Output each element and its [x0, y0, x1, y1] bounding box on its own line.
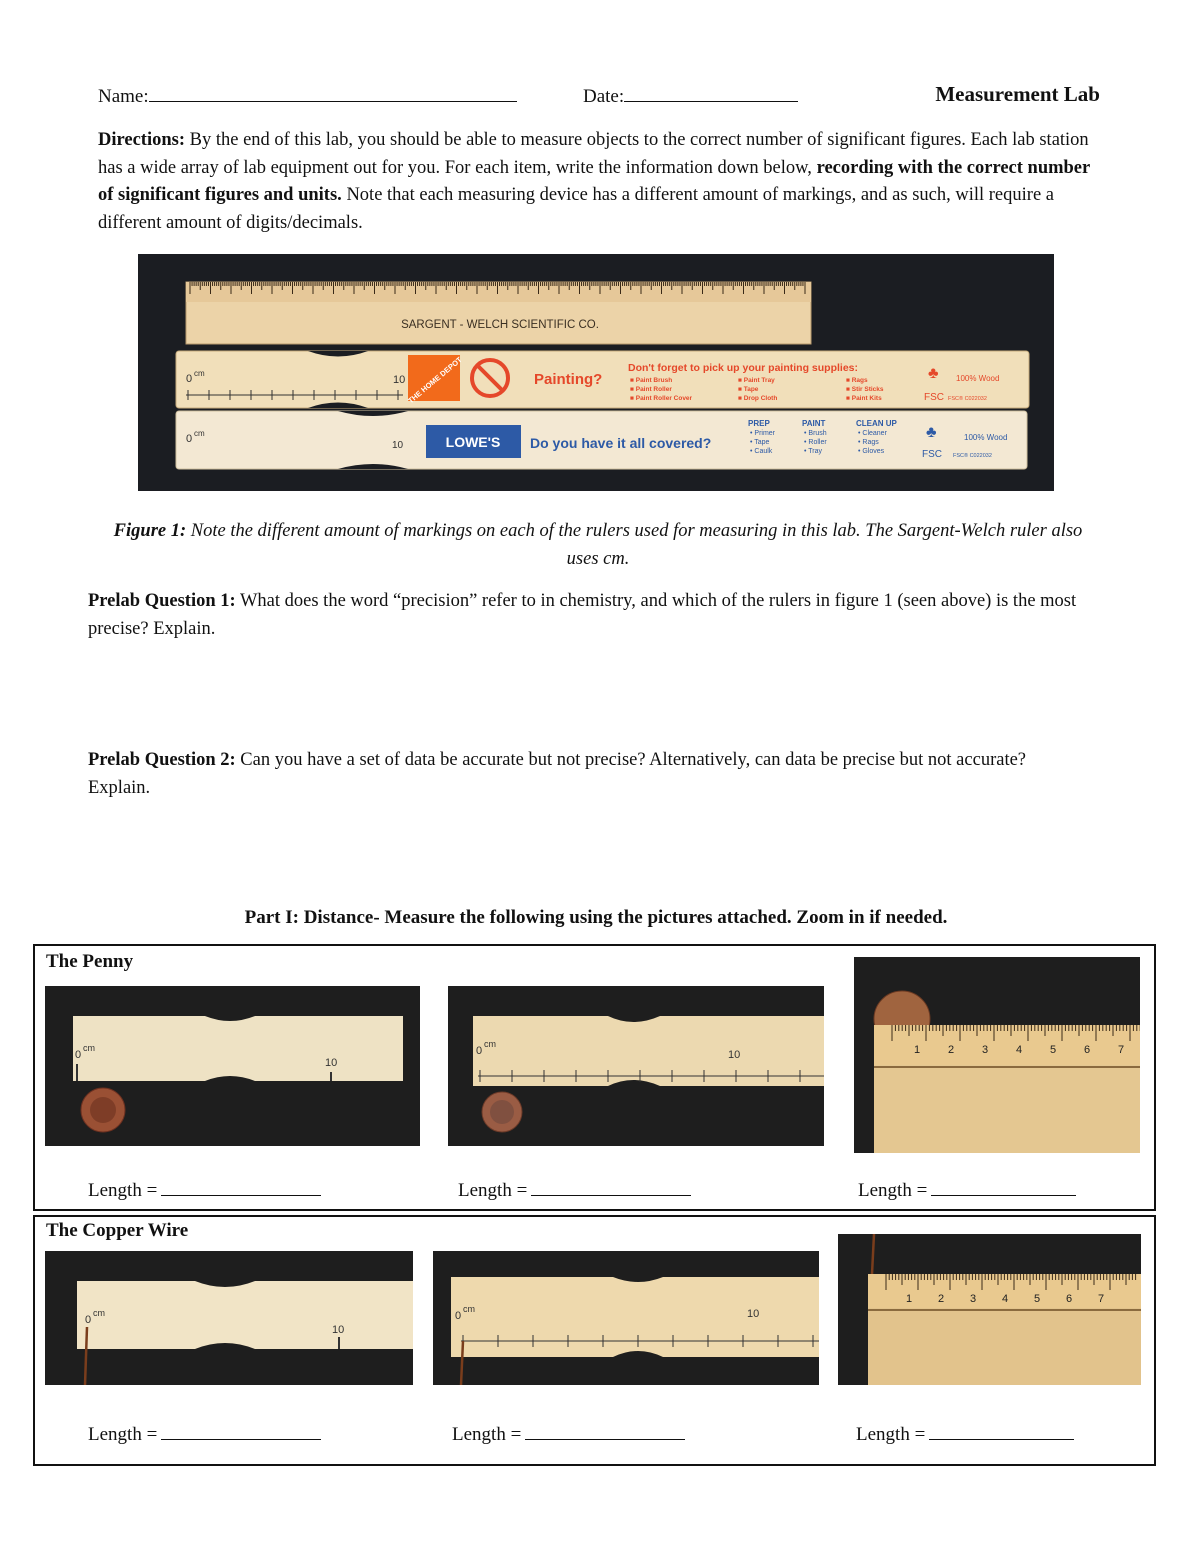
- penny-label: The Penny: [46, 951, 134, 972]
- directions-text-2: Note that each measuring device has a different amount of markings, and as such, will require a different amount of digits/decimals.: [98, 185, 1054, 233]
- hd-item: ■ Paint Tray: [738, 377, 775, 384]
- lowes-ten: 10: [392, 440, 404, 451]
- lowes-item: • Cleaner: [858, 430, 887, 437]
- home-depot-slogan: Painting?: [534, 371, 603, 388]
- home-depot-ruler: [176, 351, 1029, 408]
- p2-zero: 0: [476, 1045, 483, 1057]
- ruler-number: 5: [1034, 1293, 1041, 1305]
- hd-item: ■ Tape: [738, 386, 759, 393]
- prelab-2-answer-area[interactable]: [88, 806, 1098, 896]
- lowes-brand: LOWE'S: [445, 434, 501, 450]
- lowes-prep: PREP: [748, 419, 770, 428]
- penny-photo-2: [448, 986, 824, 1146]
- hd-item: ■ Drop Cloth: [738, 395, 778, 402]
- hd-ten: 10: [393, 374, 406, 386]
- wire-length-3-blank[interactable]: [929, 1422, 1074, 1440]
- ruler-number: 3: [970, 1293, 977, 1305]
- penny-photo-1: [45, 986, 420, 1146]
- wire-photo-3: [838, 1234, 1141, 1385]
- copper-wire-label: The Copper Wire: [46, 1220, 189, 1241]
- lowes-item: • Caulk: [750, 448, 773, 455]
- date-label: Date:: [583, 86, 625, 107]
- penny-length-2[interactable]: [458, 1178, 691, 1202]
- lowes-item: • Roller: [804, 439, 827, 446]
- hd-cm: cm: [194, 369, 205, 378]
- ruler-number: 2: [938, 1293, 945, 1305]
- w1-cm: cm: [93, 1308, 105, 1318]
- hd-item: ■ Stir Sticks: [846, 386, 884, 393]
- hd-item: ■ Paint Roller Cover: [630, 395, 693, 402]
- prelab-2-lead: Prelab Question 2:: [88, 750, 236, 770]
- wire-photo-1: [45, 1251, 413, 1385]
- directions-lead: Directions:: [98, 130, 185, 150]
- lowes-item: • Tape: [750, 439, 770, 446]
- hd-fsc: FSC: [924, 392, 944, 403]
- w2-cm: cm: [463, 1304, 475, 1314]
- lowes-cm: cm: [194, 429, 205, 438]
- lowes-fsc-code: FSC® C022032: [953, 453, 992, 459]
- part-1-heading: Part I: Distance- Measure the following using the pictures attached. Zoom in if needed.: [244, 907, 948, 928]
- penny-length-2-blank[interactable]: [531, 1178, 691, 1196]
- hd-zero: 0: [186, 373, 193, 385]
- lowes-item: • Primer: [750, 430, 776, 437]
- w1-ten: 10: [332, 1324, 345, 1336]
- lowes-slogan: Do you have it all covered?: [530, 435, 712, 451]
- prelab-2-text: Can you have a set of data be accurate but not precise? Alternatively, can data be precise but not accurate? Explain.: [88, 750, 1027, 798]
- prelab-1-text: What does the word “precision” refer to in chemistry, and which of the rulers in figure 1 (seen above) is the most precise? Explain.: [88, 591, 1077, 639]
- penny-length-3-label: Length =: [858, 1180, 928, 1201]
- penny-photo-3: [854, 957, 1140, 1153]
- name-blank[interactable]: [149, 84, 517, 102]
- hd-item: ■ Paint Kits: [846, 395, 882, 402]
- wire-length-2[interactable]: [452, 1422, 685, 1446]
- wire-length-3-label: Length =: [856, 1424, 926, 1445]
- lowes-item: • Rags: [858, 439, 879, 446]
- name-label: Name:: [98, 86, 149, 107]
- directions: [98, 127, 1108, 237]
- ruler-number: 3: [982, 1044, 989, 1056]
- w1-zero: 0: [85, 1314, 92, 1326]
- p1-cm: cm: [83, 1043, 95, 1053]
- ruler-number: 2: [948, 1044, 955, 1056]
- hd-wood: 100% Wood: [956, 374, 1000, 383]
- hd-item: ■ Rags: [846, 377, 868, 384]
- penny-length-1-blank[interactable]: [161, 1178, 321, 1196]
- directions-bold: recording with the correct number of significant figures and units.: [98, 157, 1090, 205]
- figure-1-photo: [138, 254, 1054, 491]
- hd-fsc-tree-icon: ♣: [928, 365, 939, 382]
- name-field[interactable]: [98, 84, 517, 108]
- wire-length-1-blank[interactable]: [161, 1422, 321, 1440]
- ruler-number: 5: [1050, 1044, 1057, 1056]
- directions-text-1: By the end of this lab, you should be able to measure objects to the correct number of significant figures. Each lab station has a wide array of lab equipment out for you. For each item, write the information down below,: [98, 130, 1089, 178]
- wire-length-2-blank[interactable]: [525, 1422, 685, 1440]
- sargent-welch-ruler: [186, 282, 811, 344]
- home-depot-headline: Don't forget to pick up your painting supplies:: [628, 362, 858, 374]
- rulers-illustration: [138, 254, 1054, 491]
- w2-zero: 0: [455, 1310, 462, 1322]
- caption-text: Note the different amount of markings on each of the rulers used for measuring in this lab. The Sargent-Welch ruler also uses cm.: [186, 521, 1083, 569]
- ruler-number: 6: [1084, 1044, 1091, 1056]
- p2-ten: 10: [728, 1049, 741, 1061]
- wire-length-1[interactable]: [88, 1422, 321, 1446]
- wire-length-1-label: Length =: [88, 1424, 158, 1445]
- penny-length-1-label: Length =: [88, 1180, 158, 1201]
- lowes-item: • Tray: [804, 448, 823, 455]
- date-field[interactable]: [583, 84, 798, 108]
- lowes-item: • Gloves: [858, 448, 885, 455]
- ruler-number: 1: [906, 1293, 913, 1305]
- figure-1-caption: [98, 517, 1098, 573]
- penny-length-1[interactable]: [88, 1178, 321, 1202]
- caption-lead: Figure 1:: [113, 521, 187, 541]
- hd-item: ■ Paint Brush: [630, 377, 673, 384]
- p1-zero: 0: [75, 1049, 82, 1061]
- lowes-ruler: [176, 411, 1027, 469]
- hd-item: ■ Paint Roller: [630, 386, 672, 393]
- penny-length-2-label: Length =: [458, 1180, 528, 1201]
- lowes-clean: CLEAN UP: [856, 419, 897, 428]
- wire-photo-2: [433, 1251, 819, 1385]
- home-depot-brand: THE HOME DEPOT: [406, 355, 464, 406]
- ruler-number: 7: [1118, 1044, 1125, 1056]
- lowes-fsc-tree-icon: ♣: [926, 424, 937, 441]
- ruler-number: 7: [1098, 1293, 1105, 1305]
- ruler-number: 4: [1002, 1293, 1009, 1305]
- lowes-fsc: FSC: [922, 449, 942, 460]
- lowes-paint: PAINT: [802, 419, 826, 428]
- prelab-question-2: [88, 747, 1088, 802]
- prelab-question-1: [88, 588, 1088, 643]
- penny-length-3-blank[interactable]: [931, 1178, 1076, 1196]
- ruler-number: 4: [1016, 1044, 1023, 1056]
- penny-length-3[interactable]: [858, 1178, 1076, 1202]
- sargent-brand: SARGENT - WELCH SCIENTIFIC CO.: [401, 319, 599, 331]
- lowes-zero: 0: [186, 433, 193, 445]
- prelab-1-answer-area[interactable]: [88, 648, 1098, 738]
- ruler-number: 6: [1066, 1293, 1073, 1305]
- wire-length-3[interactable]: [856, 1422, 1074, 1446]
- prelab-1-lead: Prelab Question 1:: [88, 591, 236, 611]
- wire-length-2-label: Length =: [452, 1424, 522, 1445]
- w2-ten: 10: [747, 1308, 760, 1320]
- page-title: Measurement Lab: [935, 82, 1100, 106]
- lowes-wood: 100% Wood: [964, 433, 1008, 442]
- ruler-number: 1: [914, 1044, 921, 1056]
- p2-cm: cm: [484, 1039, 496, 1049]
- date-blank[interactable]: [624, 84, 798, 102]
- p1-ten: 10: [325, 1057, 338, 1069]
- lowes-item: • Brush: [804, 430, 827, 437]
- hd-fsc-code: FSC® C022032: [948, 396, 987, 402]
